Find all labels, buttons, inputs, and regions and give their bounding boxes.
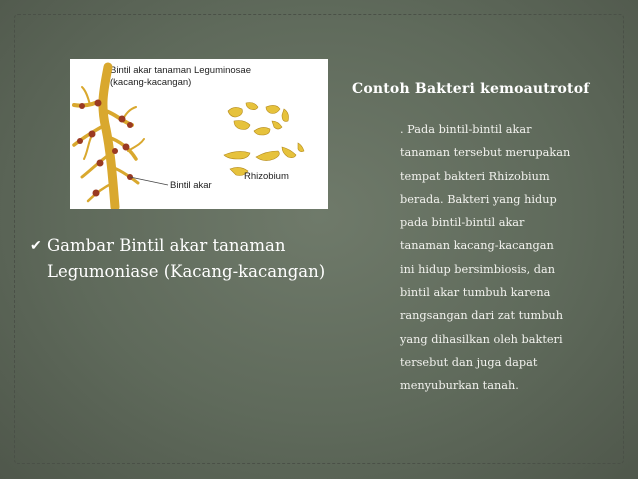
paragraph-line: berada. Bakteri yang hidup: [400, 192, 557, 206]
description-paragraph: [400, 118, 622, 398]
figure-caption-line2: (kacang-kacangan): [110, 77, 192, 88]
paragraph-line: tempat bakteri Rhizobium: [400, 169, 550, 183]
paragraph-line: tanaman tersebut merupakan: [400, 146, 571, 160]
root-nodule-image: [70, 59, 328, 209]
root-system: [74, 67, 144, 207]
bullet-line: Legumoniase (Kacang-kacangan): [47, 262, 326, 281]
bullet-line: Gambar Bintil akar tanaman: [47, 236, 286, 255]
paragraph-line: pada bintil-bintil akar: [400, 216, 525, 230]
bacteria-label: Rhizobium: [244, 171, 289, 182]
image-caption-bullet: [30, 233, 325, 285]
paragraph-line: tanaman kacang-kacangan: [400, 239, 554, 253]
paragraph-line: bintil akar tumbuh karena: [400, 286, 551, 300]
paragraph-line: tersebut dan juga dapat: [400, 355, 538, 369]
checkmark-icon: ✔: [30, 238, 42, 254]
slide-title: Contoh Bakteri kemoautrotof: [352, 81, 590, 97]
figure-caption-line1: Bintil akar tanaman Leguminosae: [110, 65, 252, 76]
root-nodule-illustration: [70, 59, 328, 209]
paragraph-line: . Pada bintil-bintil akar: [400, 123, 532, 136]
nodule-label: Bintil akar: [170, 180, 212, 191]
paragraph-line: yang dihasilkan oleh bakteri: [400, 332, 563, 346]
paragraph-line: ini hidup bersimbiosis, dan: [400, 262, 556, 276]
paragraph-line: menyuburkan tanah.: [400, 379, 519, 393]
paragraph-line: rangsangan dari zat tumbuh: [400, 309, 563, 323]
rhizobium-bacteria: [224, 103, 304, 176]
